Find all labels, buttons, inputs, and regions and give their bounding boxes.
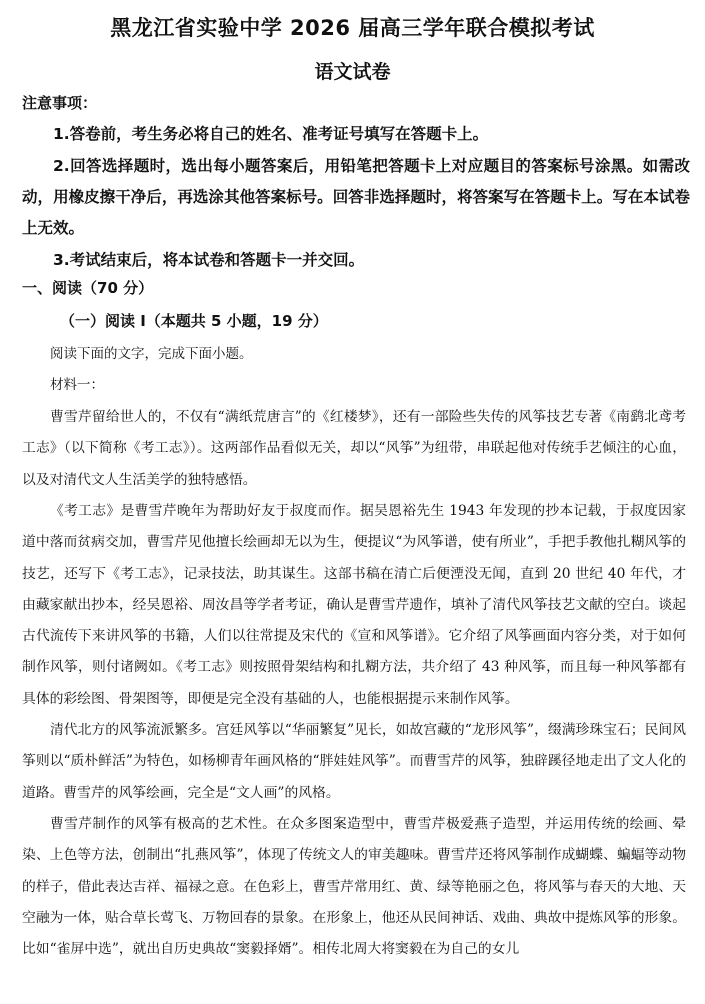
notice-item-2: 2.回答选择题时，选出每小题答案后，用铅笔把答题卡上对应题目的答案标号涂黑。如需改动，用橡皮擦干净后，再选涂其他答案标号。回答非选择题时，将答案写在答题卡上。写在本试卷上无效。 bbox=[22, 157, 690, 237]
exam-subtitle: 语文试卷 bbox=[314, 61, 391, 83]
exam-title: 黑龙江省实验中学 2026 届高三学年联合模拟考试 bbox=[110, 16, 595, 40]
material-paragraph-2: 《考工志》是曹雪芹晚年为帮助好友于叔度而作。据吴恩裕先生 1943 年发现的抄本记载，于叔度因家道中落而贫病交加，曹雪芹见他擅长绘画却无以为生，便提议“为风筝谱，使有所业”，手把手教他扎糊风筝的技艺，还写下《考工志》，记录技法，助其谋生。这部书稿在清亡后便湮没无闻，直到 20 世纪 40 年代，才由藏家献出抄本，经吴恩裕、周汝昌等学者考证，确认是曹雪芹遗作，填补了清代风筝技艺文献的空白。谈起古代流传下来讲风筝的书籍，人们以往常提及宋代的《宣和风筝谱》。它介绍了风筝画面内容分类，对于如何制作风筝，则付诸阙如。《考工志》则按照骨架结构和扎糊方法，共介绍了 43 种风筝，而且每一种风筝都有具体的彩绘图、骨架图等，即便是完全没有基础的人，也能根据提示来制作风筝。 bbox=[22, 503, 686, 707]
material-paragraph-4: 曹雪芹制作的风筝有极高的艺术性。在众多图案造型中，曹雪芹极爱燕子造型，并运用传统的绘画、晕染、上色等方法，创制出“扎燕风筝”，体现了传统文人的审美趣味。曹雪芹还将风筝制作成蝴蝶、蝙蝠等动物的样子，借此表达吉祥、福禄之意。在色彩上，曹雪芹常用红、黄、绿等艳丽之色，将风筝与春天的大地、天空融为一体，贴合草长莺飞、万物回春的景象。在形象上，他还从民间神话、戏曲、典故中提炼风筝的形象。比如“雀屏中选”，就出自历史典故“窦毅择婿”。相传北周大将窦毅在为自己的女儿 bbox=[22, 816, 686, 958]
notice-item-1: 1.答卷前，考生务必将自己的姓名、准考证号填写在答题卡上。 bbox=[53, 125, 489, 143]
material-paragraph-3: 清代北方的风筝流派繁多。宫廷风筝以“华丽繁复”见长，如故宫藏的“龙形风筝”，缀满珍珠宝石；民间风筝则以“质朴鲜活”为特色，如杨柳青年画风格的“胖娃娃风筝”。而曹雪芹的风筝，独辟蹊径地走出了文人化的道路。曹雪芹的风筝绘画，完全是“文人画”的风格。 bbox=[22, 722, 686, 801]
material-label: 材料一： bbox=[50, 377, 104, 393]
reading-instruction: 阅读下面的文字，完成下面小题。 bbox=[50, 346, 253, 362]
notice-heading: 注意事项： bbox=[22, 94, 98, 112]
subsection-heading: （一）阅读 I（本题共 5 小题，19 分） bbox=[60, 312, 328, 330]
section-heading: 一、阅读（70 分） bbox=[22, 279, 154, 297]
notice-item-3: 3.考试结束后，将本试卷和答题卡一并交回。 bbox=[53, 251, 365, 269]
material-paragraph-1: 曹雪芹留给世人的，不仅有“满纸荒唐言”的《红楼梦》，还有一部险些失传的风筝技艺专著《南鹞北鸢考工志》（以下简称《考工志》）。这两部作品看似无关，却以“风筝”为纽带，串联起他对传统手艺倾注的心血，以及对清代文人生活美学的独特感悟。 bbox=[22, 409, 686, 488]
